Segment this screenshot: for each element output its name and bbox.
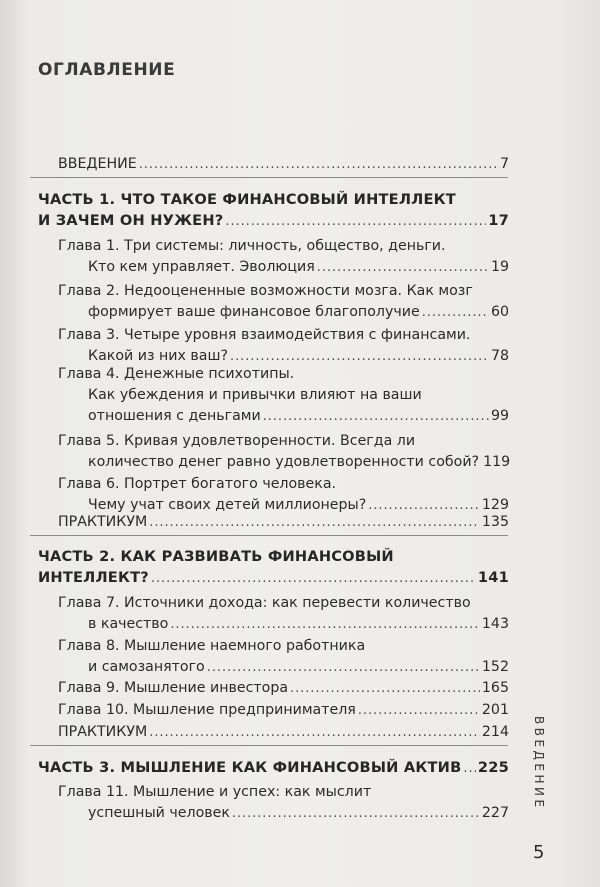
entry-title: ПРАКТИКУМ <box>58 724 148 740</box>
chapter-title-line: Глава 1. Три системы: личность, общество, деньги. <box>58 238 446 254</box>
dot-leader <box>207 657 480 678</box>
chapter-title-line: количество денег равно удовлетворенности собой? <box>88 454 480 470</box>
page-number: 78 <box>490 348 509 364</box>
dot-leader <box>232 803 480 824</box>
chapter-title-line: Какой из них ваш? <box>88 348 228 364</box>
chapter-title-line: Глава 9. Мышление инвестора <box>58 680 289 696</box>
page-number: 135 <box>481 514 509 530</box>
chapter-title-line: Как убеждения и привычки влияют на ваши <box>88 387 422 403</box>
dot-leader <box>151 568 476 589</box>
chapter-title-line: Глава 10. Мышление предпринимателя <box>58 702 356 718</box>
toc-chapter-7 <box>58 593 509 635</box>
part-title-line: ЧАСТЬ 1. ЧТО ТАКОЕ ФИНАНСОВЫЙ ИНТЕЛЛЕКТ <box>38 191 456 208</box>
chapter-title-line: Глава 2. Недооцененные возможности мозга. Как мозг <box>58 283 473 299</box>
chapter-title-line: успешный человек <box>88 805 230 821</box>
chapter-title-line: Глава 11. Мышление и успех: как мыслит <box>58 784 372 800</box>
page-number-footer: 5 <box>533 842 545 863</box>
chapter-title-line: Глава 7. Источники дохода: как перевести количество <box>58 595 471 611</box>
chapter-title-line: Чему учат своих детей миллионеры? <box>88 497 367 513</box>
chapter-title-line: и самозанятого <box>88 659 205 675</box>
entry-title: ВВЕДЕНИЕ <box>58 156 137 172</box>
toc-part-2 <box>38 546 509 589</box>
dot-leader <box>358 700 480 721</box>
page-number: 129 <box>481 497 509 513</box>
toc-chapter-8 <box>58 636 509 678</box>
page-number: 214 <box>481 724 509 740</box>
toc-chapter-5 <box>58 431 509 473</box>
toc-entry-intro <box>58 154 509 175</box>
entry-title: ПРАКТИКУМ <box>58 514 148 530</box>
page-number: 60 <box>490 304 509 320</box>
page-number: 225 <box>477 759 509 776</box>
part-title-line: ЧАСТЬ 3. МЫШЛЕНИЕ КАК ФИНАНСОВЫЙ АКТИВ <box>38 759 462 776</box>
dot-leader <box>225 211 486 232</box>
toc-chapter-3 <box>58 325 509 367</box>
dot-leader <box>463 758 476 779</box>
section-divider <box>30 745 508 746</box>
part-title-line: ИНТЕЛЛЕКТ? <box>38 569 149 586</box>
dot-leader <box>422 302 489 323</box>
page-number: 201 <box>481 702 509 718</box>
chapter-title-line: Глава 4. Денежные психотипы. <box>58 366 295 382</box>
page-number: 99 <box>490 408 509 424</box>
toc-chapter-2 <box>58 281 509 323</box>
chapter-title-line: Глава 8. Мышление наемного работника <box>58 638 366 654</box>
page-number: 17 <box>488 212 509 229</box>
dot-leader <box>263 406 489 427</box>
part-title-line: И ЗАЧЕМ ОН НУЖЕН? <box>38 212 224 229</box>
toc-chapter-4 <box>58 364 509 427</box>
toc-chapter-1 <box>58 236 509 278</box>
toc-practicum-1 <box>58 512 509 533</box>
section-divider <box>30 177 508 178</box>
chapter-title-line: Глава 3. Четыре уровня взаимодействия с финансами. <box>58 327 471 343</box>
toc-chapter-6 <box>58 474 509 516</box>
page-number: 7 <box>499 156 509 172</box>
toc-chapter-9 <box>58 678 509 699</box>
dot-leader <box>170 614 480 635</box>
dot-leader <box>139 154 498 175</box>
running-section-label: ВВЕДЕНИЕ <box>532 716 546 811</box>
toc-chapter-10 <box>58 700 509 721</box>
dot-leader <box>149 722 480 743</box>
chapter-title-line: в качество <box>88 616 169 632</box>
page-number: 19 <box>490 259 509 275</box>
part-title-line: ЧАСТЬ 2. КАК РАЗВИВАТЬ ФИНАНСОВЫЙ <box>38 548 394 565</box>
toc-heading: ОГЛАВЛЕНИЕ <box>38 60 176 80</box>
chapter-title-line: формирует ваше финансовое благополучие <box>88 304 420 320</box>
toc-practicum-2 <box>58 722 509 743</box>
page-number: 227 <box>481 805 509 821</box>
chapter-title-line: отношения с деньгами <box>88 408 261 424</box>
dot-leader <box>317 257 489 278</box>
toc-chapter-11 <box>58 782 509 824</box>
page-number: 141 <box>477 569 509 586</box>
toc-part-1 <box>38 189 509 232</box>
toc-part-3 <box>38 757 509 779</box>
page-number: 119 <box>483 454 511 470</box>
page-number: 143 <box>481 616 509 632</box>
section-divider <box>30 535 508 536</box>
dot-leader <box>290 678 480 699</box>
dot-leader <box>149 512 480 533</box>
chapter-title-line: Глава 5. Кривая удовлетворенности. Всегда ли <box>58 433 416 449</box>
chapter-title-line: Глава 6. Портрет богатого человека. <box>58 476 337 492</box>
page-number: 152 <box>481 659 509 675</box>
page-number: 165 <box>481 680 509 696</box>
chapter-title-line: Кто кем управляет. Эволюция <box>88 259 315 275</box>
